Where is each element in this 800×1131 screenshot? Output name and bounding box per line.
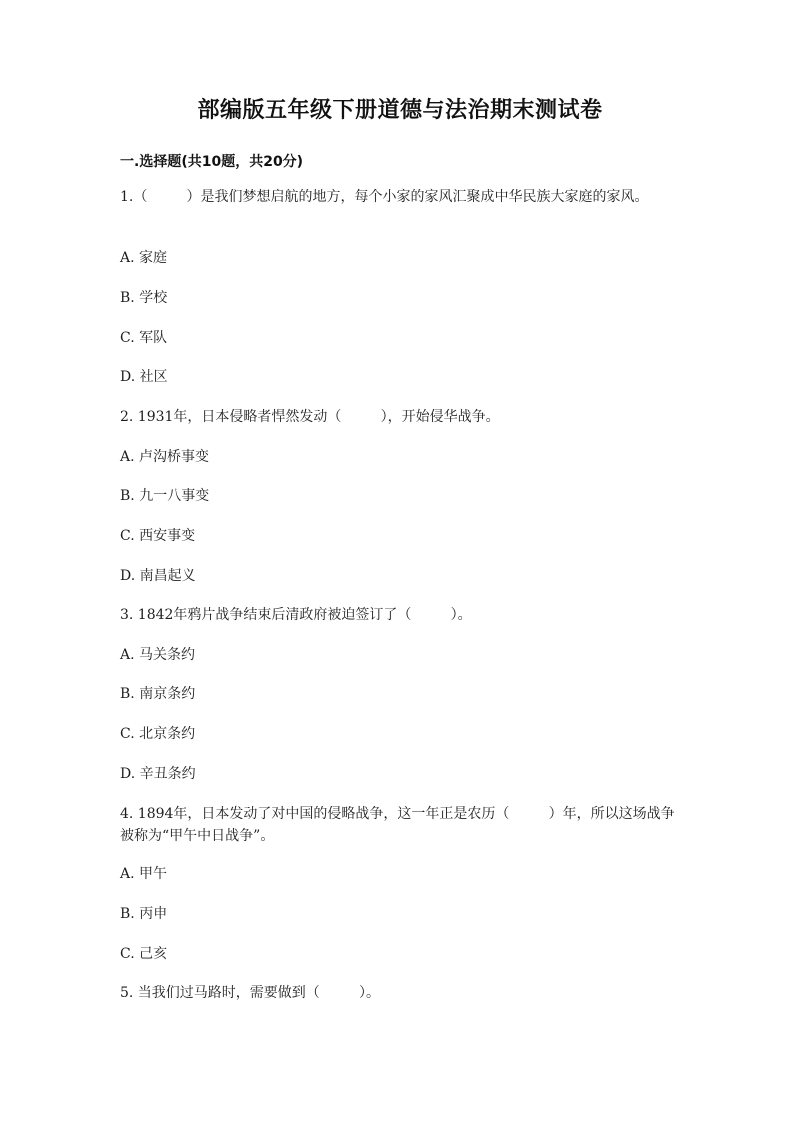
question-4-option-b: B. 丙申 <box>120 906 168 922</box>
section-heading: 一.选择题(共10题，共20分) <box>120 154 304 170</box>
question-4-stem-after: ）年，所以这场战争被称为“甲午中日战争”。 <box>120 806 675 844</box>
question-4-option-a: A. 甲午 <box>120 866 168 882</box>
question-2 <box>120 407 500 427</box>
question-4 <box>120 803 680 847</box>
question-1-option-d: D. 社区 <box>120 369 168 385</box>
question-3-option-b: B. 南京条约 <box>120 686 196 702</box>
question-3-option-c: C. 北京条约 <box>120 726 196 742</box>
question-2-stem-after: ），开始侵华战争。 <box>380 409 500 425</box>
question-2-option-d: D. 南昌起义 <box>120 568 196 584</box>
question-1-option-c: C. 军队 <box>120 330 168 346</box>
question-5-stem-after: ）。 <box>359 985 380 1001</box>
question-3-option-a: A. 马关条约 <box>120 647 196 663</box>
question-2-option-c: C. 西安事变 <box>120 528 196 544</box>
question-2-option-b: B. 九一八事变 <box>120 488 210 504</box>
question-4-stem-before: 4. 1894年，日本发动了对中国的侵略战争，这一年正是农历（ <box>120 806 510 822</box>
question-2-option-a: A. 卢沟桥事变 <box>120 449 210 465</box>
question-3 <box>120 605 472 625</box>
question-2-stem-before: 2. 1931年，日本侵略者悍然发动（ <box>120 409 342 425</box>
question-1-stem-after: ）是我们梦想启航的地方，每个小家的家风汇聚成中华民族大家庭的家风。 <box>186 189 649 205</box>
question-1 <box>120 186 680 208</box>
question-5-stem-before: 5. 当我们过马路时，需要做到（ <box>120 985 320 1001</box>
question-4-option-c: C. 己亥 <box>120 946 168 962</box>
question-3-option-d: D. 辛丑条约 <box>120 766 196 782</box>
question-1-stem-before: 1.（ <box>120 189 148 205</box>
question-1-option-b: B. 学校 <box>120 290 168 306</box>
question-1-option-a: A. 家庭 <box>120 250 168 266</box>
question-5 <box>120 983 380 1003</box>
page-title: 部编版五年级下册道德与法治期末测试卷 <box>197 98 603 123</box>
question-3-stem-before: 3. 1842年鸦片战争结束后清政府被迫签订了（ <box>120 607 412 623</box>
question-3-stem-after: ）。 <box>450 607 472 623</box>
